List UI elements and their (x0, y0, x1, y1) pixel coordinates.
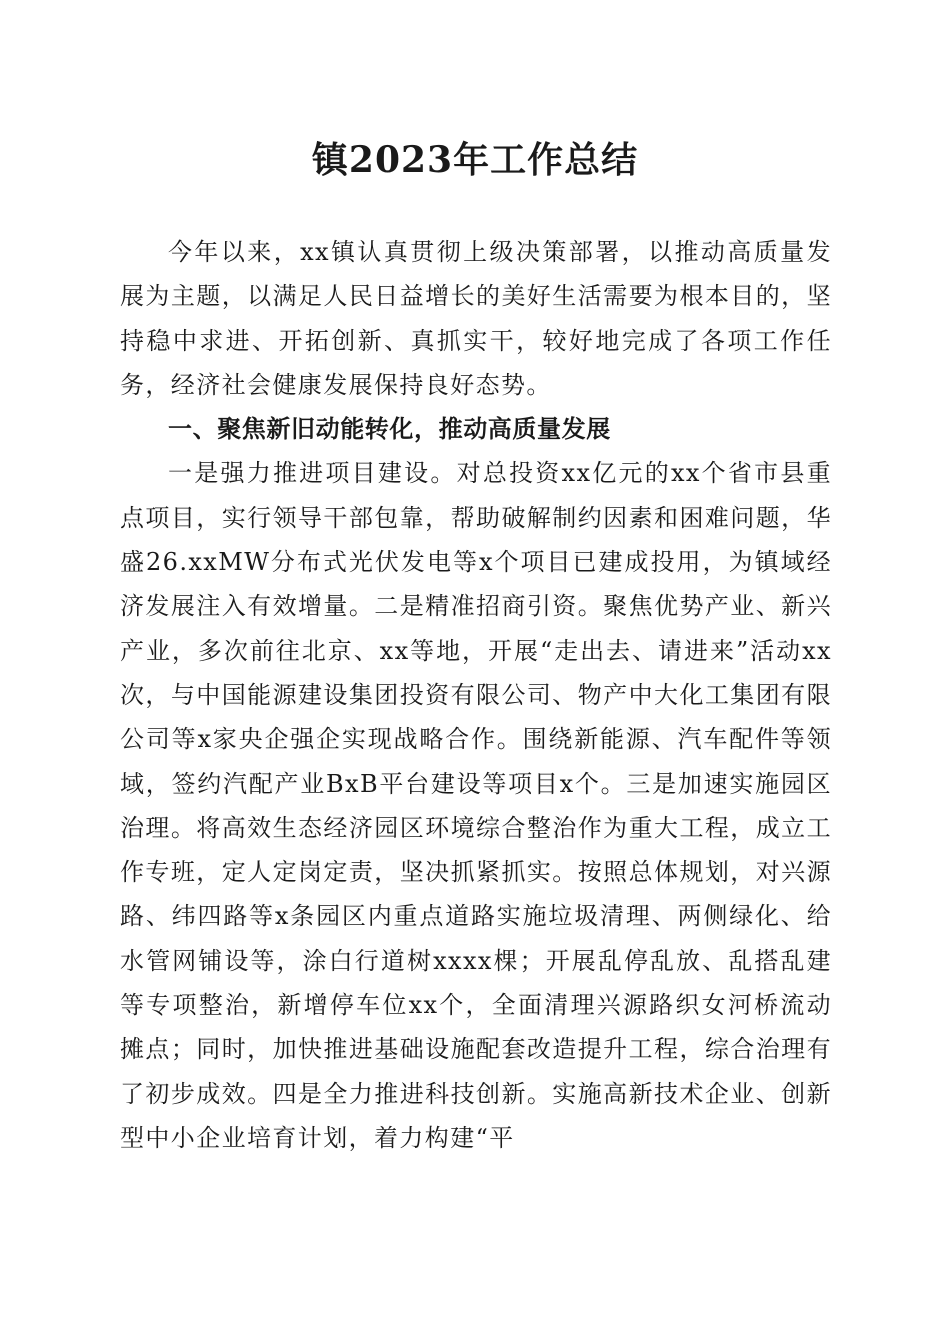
section-paragraph: 一是强力推进项目建设。对总投资xx亿元的xx个省市县重点项目，实行领导干部包靠，帮助破解制约因素和困难问题，华盛26.xxMW分布式光伏发电等x个项目已建成投用，为镇域经济发展注入有效增量。二是精准招商引资。聚焦优势产业、新兴产业，多次前往北京、xx等地，开展“走出去、请进来”活动xx次，与中国能源建设集团投资有限公司、物产中大化工集团有限公司等x家央企强企实现战略合作。围绕新能源、汽车配件等领域，签约汽配产业BxB平台建设等项目x个。三是加速实施园区治理。将高效生态经济园区环境综合整治作为重大工程，成立工作专班，定人定岗定责，坚决抓紧抓实。按照总体规划，对兴源路、纬四路等x条园区内重点道路实施垃圾清理、两侧绿化、给水管网铺设等，涂白行道树xxxx棵；开展乱停乱放、乱搭乱建等专项整治，新增停车位xx个，全面清理兴源路织女河桥流动摊点；同时，加快推进基础设施配套改造提升工程，综合治理有了初步成效。四是全力推进科技创新。实施高新技术企业、创新型中小企业培育计划，着力构建“平 (120, 459, 832, 1152)
document-body (120, 230, 832, 1160)
document-title: 镇2023年工作总结 (311, 139, 639, 181)
intro-paragraph: 今年以来，xx镇认真贯彻上级决策部署，以推动高质量发展为主题，以满足人民日益增长的美好生活需要为根本目的，坚持稳中求进、开拓创新、真抓实干，较好地完成了各项工作任务，经济社会健康发展保持良好态势。 (120, 238, 832, 399)
section-heading: 一、聚焦新旧动能转化，推动高质量发展 (168, 415, 611, 444)
